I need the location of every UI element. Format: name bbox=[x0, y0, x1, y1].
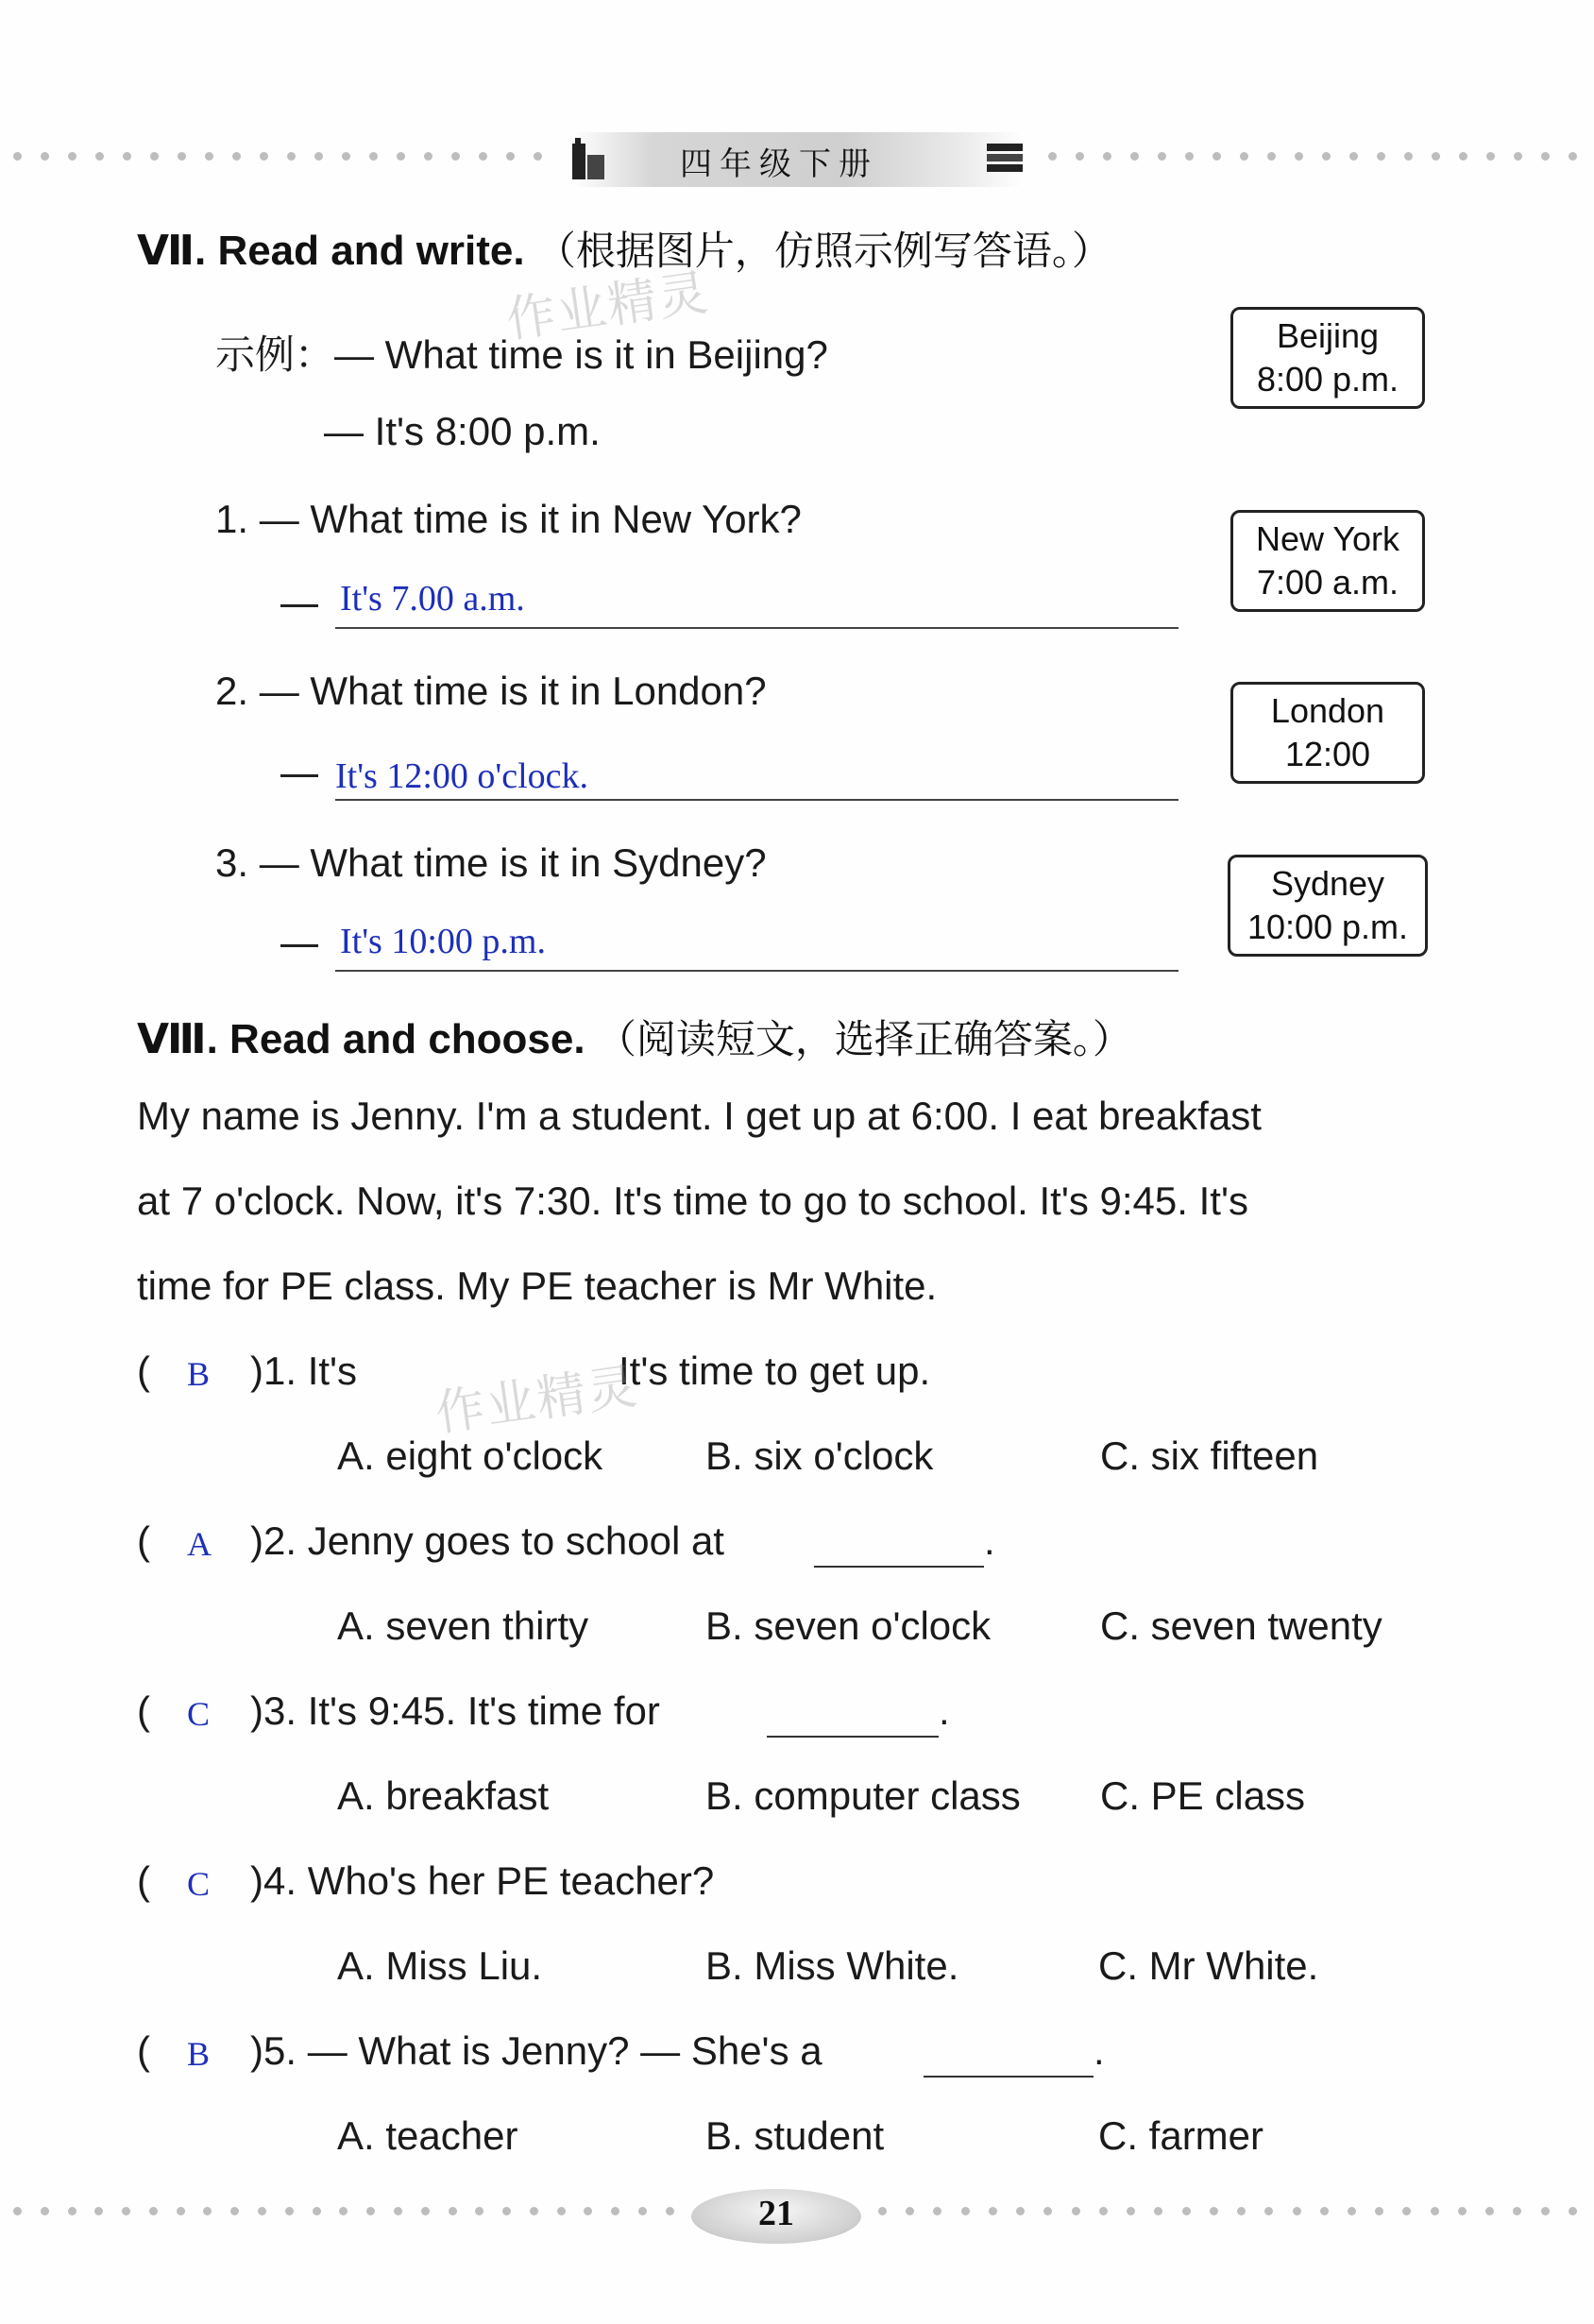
section7-numeral: Ⅶ. bbox=[137, 228, 207, 274]
answer-paren: ( bbox=[137, 1349, 150, 1393]
mc-5-option-c: C. farmer bbox=[1098, 2113, 1264, 2158]
mc-num-1: )1. bbox=[250, 1349, 297, 1393]
mc-answer-1: B bbox=[187, 1355, 211, 1393]
question-2 bbox=[215, 669, 767, 714]
time-box-city: New York bbox=[1255, 519, 1400, 558]
passage-line-2: at 7 o'clock. Now, it's 7:30. It's time to go to school. It's 9:45. It's bbox=[137, 1179, 1248, 1223]
header-title: 四年级下册 bbox=[680, 145, 878, 183]
watermark: 作业精灵 bbox=[502, 264, 713, 349]
footer-dotted-rule-left bbox=[13, 2206, 674, 2215]
time-box-sydney bbox=[1228, 855, 1428, 957]
mc-4-option-c: C. Mr White. bbox=[1098, 1943, 1319, 1988]
mc-1-option-a: A. eight o'clock bbox=[337, 1433, 603, 1478]
time-box-time: 7:00 a.m. bbox=[1256, 563, 1399, 602]
question-2-num: 2. bbox=[215, 669, 249, 713]
section7-title: Read and write. bbox=[217, 228, 525, 274]
answer-line-1 bbox=[335, 627, 1179, 629]
mc-blank-2 bbox=[814, 1566, 984, 1568]
mc-stem-3-text: It's 9:45. It's time for bbox=[307, 1688, 660, 1733]
answer-1: It's 7.00 a.m. bbox=[340, 579, 525, 619]
header-dotted-rule-left bbox=[13, 151, 542, 161]
mc-2-option-c: C. seven twenty bbox=[1100, 1603, 1382, 1648]
mc-5-option-a: A. teacher bbox=[337, 2113, 518, 2158]
watermark: 作业精灵 bbox=[432, 1358, 642, 1443]
mc-4-option-b: B. Miss White. bbox=[705, 1943, 959, 1988]
mc-3-option-a: A. breakfast bbox=[337, 1773, 550, 1818]
mc-stem-2 bbox=[250, 1518, 724, 1564]
mc-3-option-b: B. computer class bbox=[705, 1773, 1021, 1818]
answer-2: It's 12:00 o'clock. bbox=[335, 756, 589, 796]
mc-stem-1-after: It's time to get up. bbox=[619, 1349, 931, 1393]
example-question bbox=[215, 324, 828, 381]
train-icon bbox=[985, 142, 1025, 174]
example-label: 示例： bbox=[215, 331, 335, 378]
mc-answer-5: B bbox=[187, 2035, 211, 2073]
answer-line-3 bbox=[335, 970, 1179, 972]
mc-answer-2: A bbox=[187, 1525, 212, 1563]
passage-line-3: time for PE class. My PE teacher is Mr White. bbox=[137, 1264, 938, 1308]
mc-stem-1-text: It's bbox=[307, 1349, 358, 1393]
mc-stem-3 bbox=[250, 1688, 660, 1734]
example-answer: — It's 8:00 p.m. bbox=[324, 409, 601, 453]
answer-line-2 bbox=[335, 799, 1179, 801]
question-1-num: 1. bbox=[215, 497, 249, 541]
mc-num-5: )5. bbox=[250, 2028, 297, 2073]
mc-blank-5 bbox=[924, 2076, 1094, 2078]
passage-line-1: My name is Jenny. I'm a student. I get up at 6:00. I eat breakfast bbox=[137, 1094, 1262, 1138]
time-box-city: Sydney bbox=[1270, 864, 1385, 903]
answer-dash bbox=[280, 944, 318, 947]
section8-numeral: Ⅷ. bbox=[137, 1016, 218, 1062]
time-box-new-york bbox=[1230, 510, 1425, 612]
question-3-text: — What time is it in Sydney? bbox=[259, 840, 767, 885]
question-3 bbox=[215, 840, 767, 886]
section7-instruction: （根据图片，仿照示例写答语。） bbox=[535, 228, 1111, 274]
answer-paren: ( bbox=[137, 1858, 150, 1903]
answer-3: It's 10:00 p.m. bbox=[340, 922, 546, 961]
time-box-beijing bbox=[1230, 307, 1425, 409]
page-number: 21 bbox=[758, 2194, 794, 2233]
mc-5-option-b: B. student bbox=[705, 2113, 885, 2158]
time-box-london bbox=[1230, 682, 1425, 784]
question-1 bbox=[215, 497, 802, 542]
section8-title: Read and choose. bbox=[229, 1016, 585, 1062]
mc-1-option-b: B. six o'clock bbox=[705, 1433, 934, 1478]
mc-2-option-a: A. seven thirty bbox=[337, 1603, 589, 1648]
mc-stem-3-after: . bbox=[939, 1688, 950, 1733]
answer-dash bbox=[280, 774, 318, 777]
mc-blank-3 bbox=[767, 1736, 939, 1738]
section8-instruction: （阅读短文，选择正确答案。） bbox=[596, 1016, 1132, 1062]
time-box-time: 12:00 bbox=[1284, 735, 1371, 773]
question-3-num: 3. bbox=[215, 840, 249, 885]
mc-stem-5-after: . bbox=[1094, 2028, 1105, 2073]
mc-num-4: )4. bbox=[250, 1858, 297, 1903]
mc-answer-4: C bbox=[187, 1865, 211, 1903]
answer-paren: ( bbox=[137, 1688, 150, 1733]
answer-paren: ( bbox=[137, 2028, 150, 2073]
mc-num-3: )3. bbox=[250, 1688, 297, 1733]
mc-stem-5 bbox=[250, 2028, 822, 2074]
example-question-text: — What time is it in Beijing? bbox=[334, 332, 828, 377]
mc-stem-4-text: Who's her PE teacher? bbox=[307, 1858, 715, 1903]
section8-heading bbox=[137, 1009, 1132, 1065]
building-icon bbox=[570, 134, 608, 181]
mc-answer-3: C bbox=[187, 1695, 211, 1733]
mc-4-option-a: A. Miss Liu. bbox=[337, 1943, 543, 1988]
question-2-text: — What time is it in London? bbox=[259, 669, 767, 713]
mc-stem-2-after: . bbox=[984, 1518, 995, 1563]
mc-1-option-c: C. six fifteen bbox=[1100, 1433, 1319, 1478]
time-box-city: London bbox=[1270, 691, 1385, 730]
question-1-text: — What time is it in New York? bbox=[259, 497, 802, 541]
answer-dash bbox=[280, 604, 318, 607]
mc-2-option-b: B. seven o'clock bbox=[705, 1603, 992, 1648]
header-dotted-rule-right bbox=[1048, 151, 1577, 161]
mc-stem-2-text: Jenny goes to school at bbox=[307, 1518, 724, 1563]
footer-dotted-rule-right bbox=[878, 2206, 1577, 2215]
mc-num-2: )2. bbox=[250, 1518, 297, 1563]
mc-stem-1 bbox=[250, 1349, 357, 1394]
answer-paren: ( bbox=[137, 1518, 150, 1563]
mc-stem-5-text: — What is Jenny? — She's a bbox=[307, 2028, 822, 2073]
mc-stem-4 bbox=[250, 1858, 714, 1904]
time-box-city: Beijing bbox=[1276, 316, 1380, 355]
mc-3-option-c: C. PE class bbox=[1100, 1773, 1306, 1818]
time-box-time: 10:00 p.m. bbox=[1246, 908, 1409, 946]
time-box-time: 8:00 p.m. bbox=[1256, 360, 1399, 399]
